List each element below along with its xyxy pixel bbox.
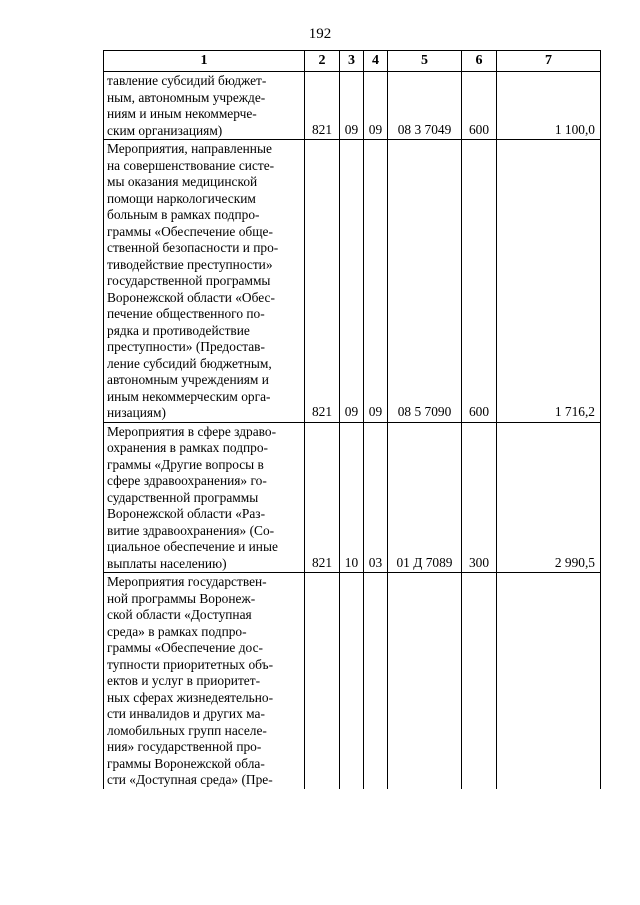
expense-type-code: 600: [462, 72, 497, 140]
budget-table: [103, 50, 601, 789]
description-line: больным в рамках подпро-: [107, 207, 260, 222]
description-line: ным, автономным учрежде-: [107, 89, 266, 105]
row-description: [104, 422, 305, 573]
header-col-7: 7: [497, 51, 601, 72]
description-line: печение общественного по-: [107, 306, 265, 321]
expense-type-code: [462, 573, 497, 789]
description-line: тавление субсидий бюджет-: [107, 73, 267, 88]
target-article-code: 01 Д 7089: [388, 422, 462, 573]
description-line: ской области «Доступная: [107, 607, 252, 622]
description-line: граммы «Другие вопросы в: [107, 456, 264, 472]
table-row: [104, 140, 601, 423]
description-line: выплаты населению): [107, 555, 227, 571]
description-line: витие здравоохранения» (Со-: [107, 522, 275, 538]
description-line: тиводействие преступности»: [107, 256, 273, 272]
page-number: 192: [308, 26, 332, 42]
description-line: мы оказания медицинской: [107, 174, 258, 189]
chapter-code: 821: [305, 72, 340, 140]
target-article-code: 08 5 7090: [388, 140, 462, 423]
table-row: [104, 72, 601, 140]
description-line: Мероприятия, направленные: [107, 141, 272, 156]
section-code: 10: [340, 422, 364, 573]
subsection-code: [364, 573, 388, 789]
description-line: циальное обеспечение и иные: [107, 539, 278, 554]
description-line: ния» государственной про-: [107, 739, 262, 754]
amount: 1 100,0: [497, 72, 601, 140]
description-line: граммы Воронежской обла-: [107, 755, 265, 771]
table-row: [104, 573, 601, 789]
header-col-6: 6: [462, 51, 497, 72]
description-line: низациям): [107, 405, 166, 420]
description-line: среда» в рамках подпро-: [107, 623, 247, 639]
row-description: [104, 72, 305, 140]
subsection-code: 09: [364, 72, 388, 140]
description-line: ниям и иным некоммерче-: [107, 106, 257, 121]
description-line: ных сферах жизнедеятельно-: [107, 689, 274, 705]
target-article-code: 08 3 7049: [388, 72, 462, 140]
description-line: сти инвалидов и других ма-: [107, 706, 265, 721]
header-col-2: 2: [305, 51, 340, 72]
description-line: ектов и услуг в приоритет-: [107, 673, 261, 688]
section-code: 09: [340, 140, 364, 423]
target-article-code: [388, 573, 462, 789]
description-line: Воронежской области «Обес-: [107, 289, 275, 305]
description-line: тупности приоритетных объ-: [107, 656, 274, 672]
amount: 1 716,2: [497, 140, 601, 423]
subsection-code: 03: [364, 422, 388, 573]
section-code: [340, 573, 364, 789]
description-line: сти «Доступная среда» (Пре-: [107, 772, 273, 787]
header-col-4: 4: [364, 51, 388, 72]
chapter-code: 821: [305, 140, 340, 423]
expense-type-code: 300: [462, 422, 497, 573]
row-description: [104, 140, 305, 423]
expense-type-code: 600: [462, 140, 497, 423]
description-line: иным некоммерческим орга-: [107, 388, 271, 404]
description-line: рядка и противодействие: [107, 322, 250, 338]
header-col-3: 3: [340, 51, 364, 72]
description-line: сударственной программы: [107, 489, 259, 505]
description-line: ственной безопасности и про-: [107, 240, 279, 255]
description-line: Мероприятия государствен-: [107, 574, 267, 589]
description-line: охранения в рамках подпро-: [107, 440, 269, 455]
description-line: граммы «Обеспечение обще-: [107, 223, 273, 239]
row-description: [104, 573, 305, 789]
table-body: [104, 72, 601, 789]
subsection-code: 09: [364, 140, 388, 423]
header-row: [104, 51, 601, 72]
description-line: автономным учреждениям и: [107, 372, 269, 387]
amount: [497, 573, 601, 789]
amount: 2 990,5: [497, 422, 601, 573]
description-line: Мероприятия в сфере здраво-: [107, 423, 277, 439]
description-line: ление субсидий бюджетным,: [107, 355, 272, 371]
description-line: государственной программы: [107, 273, 271, 288]
chapter-code: [305, 573, 340, 789]
table-row: [104, 422, 601, 573]
description-line: преступности» (Предостав-: [107, 339, 265, 354]
header-col-1: 1: [104, 51, 305, 72]
description-line: ломобильных групп населе-: [107, 722, 267, 738]
description-line: граммы «Обеспечение дос-: [107, 640, 263, 655]
description-line: помощи наркологическим: [107, 190, 256, 206]
description-line: сфере здравоохранения» го-: [107, 473, 267, 488]
chapter-code: 821: [305, 422, 340, 573]
description-line: ским организациям): [107, 122, 223, 138]
section-code: 09: [340, 72, 364, 140]
description-line: ной программы Воронеж-: [107, 590, 256, 606]
description-line: Воронежской области «Раз-: [107, 506, 266, 521]
description-line: на совершенствование систе-: [107, 157, 275, 173]
header-col-5: 5: [388, 51, 462, 72]
